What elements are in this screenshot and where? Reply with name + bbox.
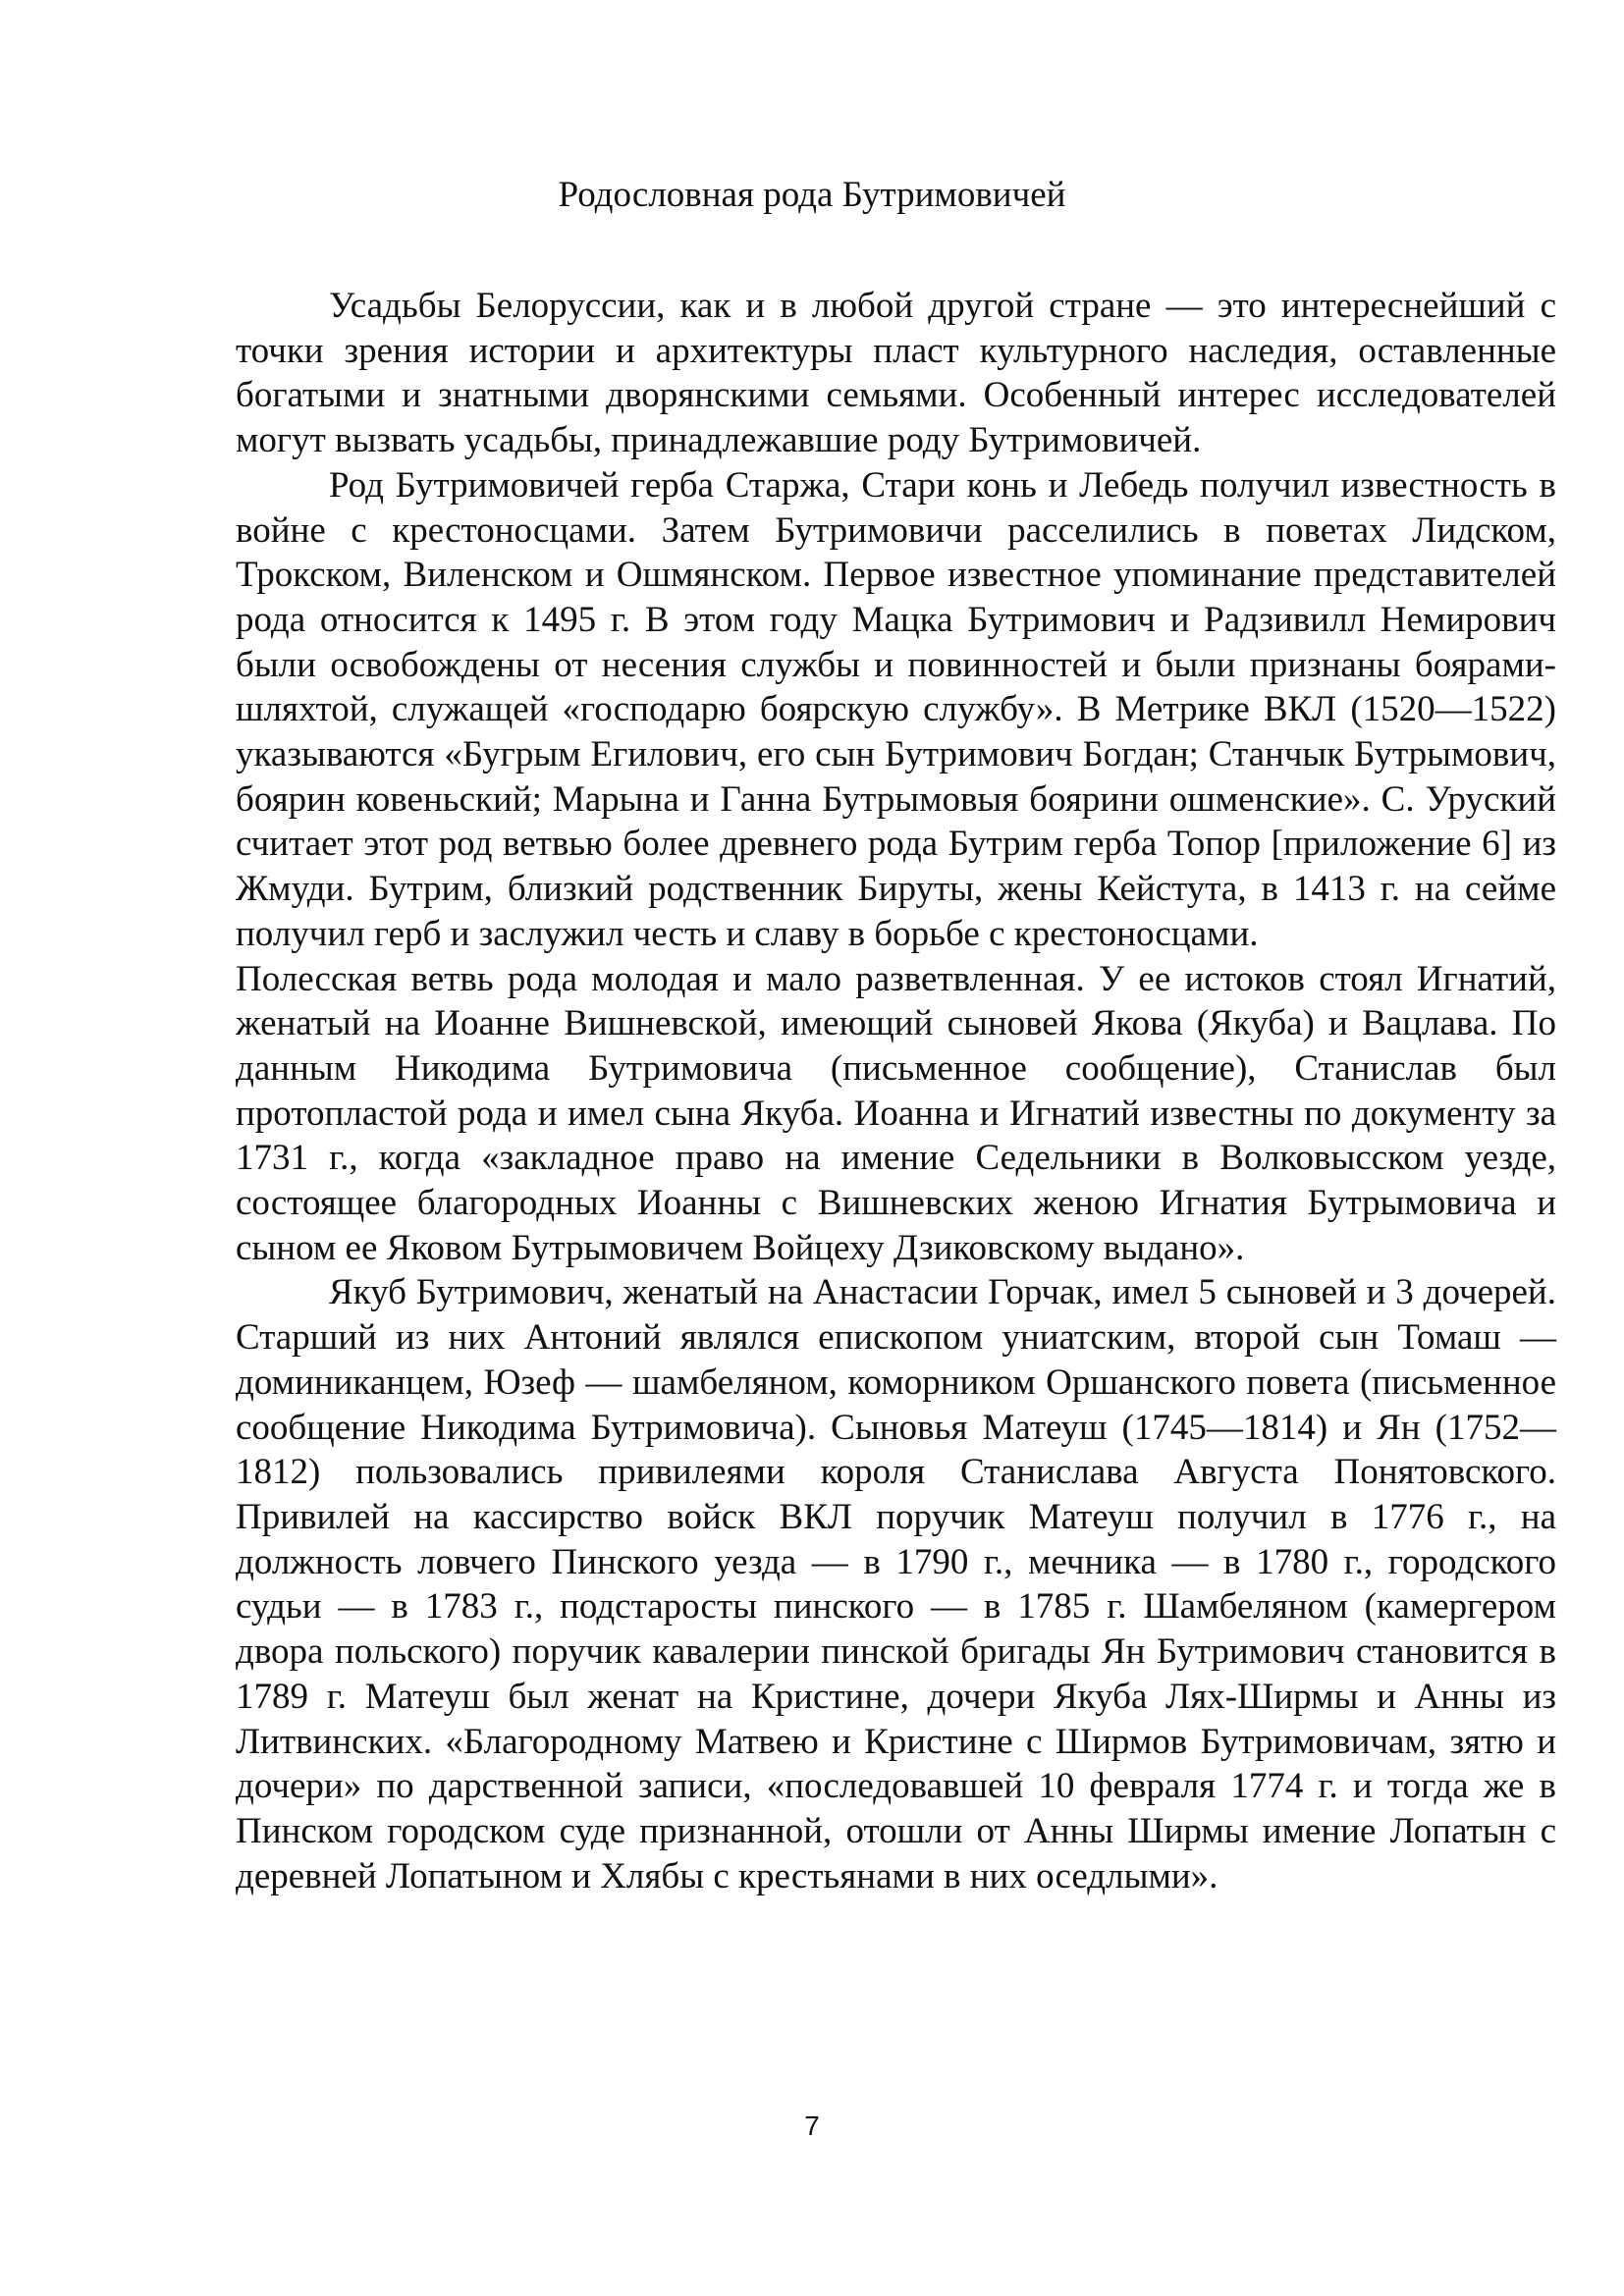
document-body bbox=[236, 284, 1556, 1898]
paragraph-jakub-descendants: Якуб Бутримович, женатый на Анастасии Горчак, имел 5 сыновей и 3 дочерей. Старший из них Антоний являлся епископом униатским, второй сын Томаш — доминиканцем, Юзеф — шамбеляном, коморником Оршанского повета (письменное сообщение Никодима Бутримовича). Сыновья Матеуш (1745—1814) и Ян (1752—1812) пользовались привилеями короля Станислава Августа Понятовского. Привилей на кассирство войск ВКЛ поручик Матеуш получил в 1776 г., на должность ловчего Пинского уезда — в 1790 г., мечника — в 1780 г., городского судьи — в 1783 г., подстаросты пинского — в 1785 г. Шамбеляном (камергером двора польского) поручик кавалерии пинской бригады Ян Бутримович становится в 1789 г. Матеуш был женат на Кристине, дочери Якуба Лях-Ширмы и Анны из Литвинских. «Благородному Матвею и Кристине с Ширмов Бутримовичам, зятю и дочери» по дарственной записи, «последовавшей 10 февраля 1774 г. и тогда же в Пинском городском суде признанной, отошли от Анны Ширмы имение Лопатын с деревней Лопатыном и Хлябы с крестьянами в них оседлыми». bbox=[236, 1272, 1556, 1896]
paragraph-estates-intro: Усадьбы Белоруссии, как и в любой другой стране — это интереснейший с точки зрения истории и архитектуры пласт культурного наследия, оставленные богатыми и знатными дворянскими семьями. Особенный интерес исследователей могут вызвать усадьбы, принадлежавшие роду Бутримовичей. bbox=[236, 286, 1556, 461]
page-number: 7 bbox=[804, 2110, 820, 2141]
paragraph-polesie-branch: Полесская ветвь рода молодая и мало разветвленная. У ее истоков стоял Игнатий, женатый на Иоанне Вишневской, имеющий сыновей Якова (Якуба) и Вацлава. По данным Никодима Бутримовича (письменное сообщение), Станислав был протопластой рода и имел сына Якуба. Иоанна и Игнатий известны по документу за 1731 г., когда «закладное право на имение Седельники в Волковысском уезде, состоящее благородных Иоанны с Вишневских женою Игнатия Бутрымовича и сыном ее Яковом Бутрымовичем Войцеху Дзиковскому выдано». bbox=[236, 958, 1556, 1268]
paragraph-family-origin: Род Бутримовичей герба Старжа, Стари конь и Лебедь получил известность в войне с крестоносцами. Затем Бутримовичи расселились в поветах Лидском, Трокском, Виленском и Ошмянском. Первое известное упоминание представителей рода относится к 1495 г. В этом году Мацка Бутримович и Радзивилл Немирович были освобождены от несения службы и повинностей и были признаны боярами-шляхтой, служащей «господарю боярскую службу». В Метрике ВКЛ (1520—1522) указываются «Бугрым Егилович, его сын Бутримович Богдан; Станчык Бутрымович, боярин ковеньский; Марына и Ганна Бутрымовыя боярини ошменские». С. Уруский считает этот род ветвью более древнего рода Бутрим герба Топор [приложение 6] из Жмуди. Бутрим, близкий родственник Бируты, жены Кейстута, в 1413 г. на сейме получил герб и заслужил честь и славу в борьбе с крестоносцами. bbox=[236, 464, 1556, 954]
page-title: Родословная рода Бутримовичей bbox=[558, 175, 1066, 215]
